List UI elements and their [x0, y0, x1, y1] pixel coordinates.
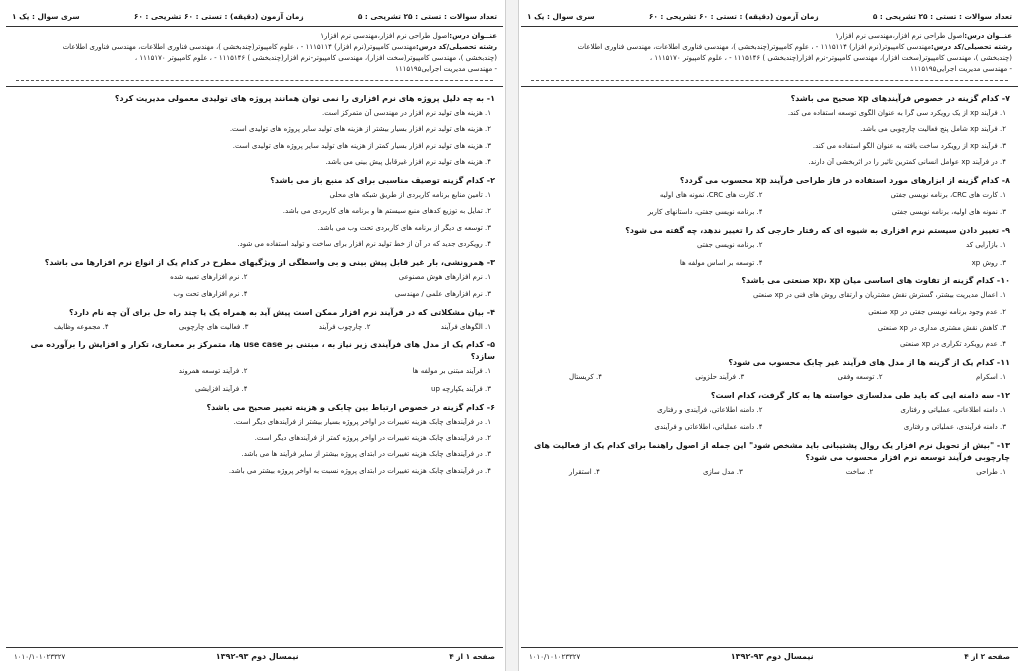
course-title-label: عنــوان درس:	[449, 32, 497, 40]
question-text: ۱۳- "بیش از تحویل نرم افزار یک روال پشتیبانی باید مشخص شود" این جمله از اصول راهنما برای کدام یک از فعالیت های چارچوبی فرآیند توسعه نرم افزار محسوب می شود؟	[534, 440, 1010, 462]
option: ۱. طراحی	[976, 467, 1006, 476]
option: ۱. الگوهای فرآیند	[440, 322, 491, 331]
question-2	[14, 175, 495, 250]
page-footer	[521, 647, 1018, 661]
option: ۴. برنامه نویسی جفتی، داستانهای کاربر	[647, 208, 763, 217]
question-text: ۱- به چه دلیل پروژه های نرم افزاری را نمی توان همانند پروژه های تولیدی معمولی مدیریت کرد؟	[114, 94, 495, 103]
course-field-line-3: - مهندسی مدیریت اجرایی۱۱۱۵۱۹۵	[395, 65, 497, 73]
option: ۴. استقرار	[569, 467, 600, 476]
page-header	[521, 6, 1018, 27]
dashed-divider	[531, 80, 1008, 81]
option: ۴. در فرآیند xp عوامل انسانی کمترین تاثیر را در اثربخشی آن دارند.	[808, 158, 1006, 167]
question-11	[529, 357, 1010, 383]
options-row	[529, 373, 1010, 383]
question-text: ۴- بیان مشکلاتی که در فرآیند نرم افزار ممکن است پیش آید به همراه یک یا چند راه حل برای آن چه نام دارد؟	[68, 307, 495, 317]
course-title-label: عنــوان درس:	[964, 32, 1012, 40]
option: ۴. هزینه های تولید نرم افزار غیرقابل پیش بینی می باشد.	[325, 158, 491, 167]
option: ۳. دامنه فرآیندی، عملیاتی و رفتاری	[903, 423, 1006, 432]
option: ۳. فرآیند یکپارچه up	[431, 384, 491, 393]
course-field-line-2: (چندبخشی )، مهندسی کامپیوتر(سخت افزار)، مهندسی کامپیوتر-نرم افزار(چندبخشی ) ۱۱۱۵۱۴۶ - ، علوم کامپیوتر ۱۱۱۵۱۷۰ ،	[134, 54, 497, 62]
option: ۳. نمونه های اولیه، برنامه نویسی جفتی	[891, 208, 1006, 217]
options-list	[529, 291, 1010, 350]
question-text: ۵- کدام یک از مدل های فرآیندی زیر نیاز به ، مبتنی بر use case ها، متمرکز بر معماری، تکرار و افزایش را برآورده می سازد؟	[30, 340, 495, 362]
option: ۴. عدم رویکرد تکراری در xp صنعتی	[899, 340, 1006, 349]
semester-label: نیمسال دوم ۹۳-۱۳۹۲	[215, 652, 299, 661]
course-title: اصول طراحی نرم افزار،مهندسی نرم افزار۱	[835, 32, 965, 40]
option: ۳. روش xp	[971, 258, 1006, 267]
questions-list	[521, 87, 1018, 477]
question-text: ۸- کدام گزینه از ابزارهای مورد استفاده در فاز طراحی فرآیند xp محسوب می گردد؟	[679, 175, 1010, 185]
option: ۲. فرآیند xp شامل پنج فعالیت چارچوبی می باشد.	[860, 125, 1006, 134]
option: ۴. نرم افزارهای تحت وب	[173, 290, 248, 299]
question-text: ۲- کدام گزینه توصیف مناسبی برای کد منبع باز می باشد؟	[270, 175, 495, 185]
question-7	[529, 93, 1010, 168]
option: ۲. در فرآیندهای چابک هزینه تغییرات در اواخر پروژه کمتر از فرآیندهای دیگر است.	[254, 433, 491, 442]
course-title-line	[527, 31, 1012, 42]
question-5	[14, 339, 495, 394]
options-grid	[14, 273, 495, 300]
questions-list	[6, 87, 503, 476]
option: ۴. در فرآیندهای چابک هزینه تغییرات در ابتدای پروژه نسبت به اواخر پروژه بیشتر می باشد.	[228, 466, 491, 475]
option: ۴. فرآیند افزایشی	[195, 384, 248, 393]
options-list	[14, 191, 495, 250]
option: ۱. اعمال مدیریت بیشتر، گسترش نقش مشتریان و ارتقای روش های فنی در xp صنعتی	[752, 291, 1006, 300]
option: ۱. نرم افزارهای هوش مصنوعی	[398, 272, 491, 281]
question-series: سری سوال : یک ۱	[527, 12, 595, 21]
options-grid	[14, 367, 495, 394]
option: ۳. نرم افزارهای علمی / مهندسی	[394, 290, 491, 299]
options-list	[529, 109, 1010, 168]
question-text: ۱۲- سه دامنه ایی که باید طی مدلسازی خواسته ها به کار گرفت، کدام است؟	[710, 390, 1010, 400]
options-list	[14, 109, 495, 168]
exam-code: ۱۰۱۰/۱۰۱۰۲۳۳۲۷	[14, 652, 66, 661]
course-info	[521, 27, 1018, 87]
page-footer	[6, 647, 503, 661]
course-field-line-3: - مهندسی مدیریت اجرایی۱۱۱۵۱۹۵	[910, 65, 1012, 73]
question-3	[14, 257, 495, 300]
dashed-divider	[16, 80, 493, 81]
option: ۲. توسعه وفقی	[837, 372, 883, 381]
option: ۱. تامین منابع برنامه کاربردی از طریق شبکه های محلی	[329, 190, 491, 199]
question-text: ۱۰- کدام گزینه از تفاوت های اساسی میان xp، xp صنعتی می باشد؟	[741, 276, 1010, 286]
option: ۳. در فرآیندهای چابک هزینه تغییرات در ابتدای پروژه بیشتر از سایر فرآیند ها می باشد.	[241, 450, 491, 459]
option: ۱. فرآیند مبتنی بر مولفه ها	[412, 367, 491, 376]
question-8	[529, 175, 1010, 218]
option: ۳. فرآیند xp از رویکرد ساخت یافته به عنوان الگو استفاده می کند.	[812, 141, 1006, 150]
option: ۳. کاهش نقش مشتری مداری در xp صنعتی	[877, 323, 1006, 332]
options-list	[14, 418, 495, 477]
question-4	[14, 307, 495, 333]
option: ۲. هزینه های تولید نرم افزار بسیار بیشتر از هزینه های تولید سایر پروژه های تولیدی است.	[229, 125, 491, 134]
option: ۲. چارچوب فرآیند	[318, 322, 371, 331]
option: ۲. دامنه اطلاعاتی، فرآیندی و رفتاری	[657, 405, 763, 414]
option: ۴. مجموعه وظایف	[54, 322, 109, 331]
question-1	[14, 93, 495, 168]
course-field-label: رشته تحصیلی/کد درس:	[930, 43, 1012, 51]
options-row	[14, 323, 495, 333]
question-6	[14, 402, 495, 477]
option: ۳. هزینه های تولید نرم افزار بسیار کمتر از هزینه های تولید سایر پروژه های تولیدی است.	[232, 141, 491, 150]
option: ۴. رویکردی جدید که در آن از خط تولید نرم افزار برای ساخت و تولید استفاده می شود.	[237, 239, 491, 248]
option: ۲. عدم وجود برنامه نویسی جفتی در xp صنعتی	[868, 307, 1006, 316]
course-field-text-1: مهندسی کامپیوتر(نرم افزار) ۱۱۱۵۱۱۴ - ، علوم کامپیوتر(چندبخشی )، مهندسی فناوری اطلاعات، مهندسی فناوری اطلاعات	[62, 43, 416, 51]
course-field-text-1: مهندسی کامپیوتر(نرم افزار) ۱۱۱۵۱۱۴ - ، علوم کامپیوتر(چندبخشی )، مهندسی فناوری اطلاعات، مهندسی فناوری اطلاعات	[577, 43, 931, 51]
page-number: صفحه ۱ از ۴	[449, 652, 495, 661]
question-12	[529, 390, 1010, 433]
exam-code: ۱۰۱۰/۱۰۱۰۲۳۳۲۷	[529, 652, 581, 661]
option: ۳. فعالیت های چارچوبی	[178, 322, 249, 331]
option: ۴. دامنه عملیاتی، اطلاعاتی و فرآیندی	[654, 423, 763, 432]
question-10	[529, 275, 1010, 350]
option: ۲. نرم افزارهای تعبیه شده	[170, 272, 248, 281]
course-info	[6, 27, 503, 87]
option: ۳. توسعه ی دیگر از برنامه های کاربردی تحت وب می باشد.	[317, 223, 491, 232]
option: ۲. تمایل به توزیع کدهای منبع سیستم ها و برنامه های کاربردی می باشد.	[282, 207, 491, 216]
question-9	[529, 225, 1010, 268]
exam-time: زمان آزمون (دقیقه) : تستی : ۶۰ تشریحی : ۶۰	[648, 12, 819, 21]
options-grid	[529, 241, 1010, 268]
option: ۲. فرآیند توسعه همروند	[178, 367, 248, 376]
question-text: ۳- همرونشی، بار غیر قابل پیش بینی و بی واسطگی از ویژگیهای مطرح در کدام یک از انواع نرم افزارها می باشد؟	[44, 257, 495, 267]
option: ۲. ساخت	[845, 467, 874, 476]
option: ۲. کارت های CRC، نمونه های اولیه	[659, 190, 763, 199]
option: ۱. بازآرایی کد	[966, 240, 1006, 249]
course-field-line	[527, 42, 1012, 53]
course-title: اصول طراحی نرم افزار،مهندسی نرم افزار۱	[320, 32, 450, 40]
page-gutter	[505, 0, 519, 671]
question-text: ۷- کدام گزینه در خصوص فرآیندهای xp صحیح می باشد؟	[790, 94, 1010, 103]
page-header	[6, 6, 503, 27]
option: ۱. هزینه های تولید نرم افزار در مهندسی آن متمرکز است.	[322, 109, 491, 117]
question-count: تعداد سوالات : تستی : ۲۵ تشریحی : ۵	[872, 12, 1012, 21]
question-13	[529, 440, 1010, 478]
question-text: ۱۱- کدام یک از گزینه ها از مدل های فرآیند غیر چابک محسوب می شود؟	[728, 357, 1010, 367]
option: ۳. فرآیند حلزونی	[695, 372, 745, 381]
options-grid	[529, 406, 1010, 433]
semester-label: نیمسال دوم ۹۳-۱۳۹۲	[730, 652, 814, 661]
course-field-label: رشته تحصیلی/کد درس:	[415, 43, 497, 51]
option: ۱. فرآیند xp از یک رویکرد سی گرا به عنوان الگوی توسعه استفاده می کند.	[787, 109, 1006, 117]
question-count: تعداد سوالات : تستی : ۲۵ تشریحی : ۵	[357, 12, 497, 21]
options-grid	[529, 191, 1010, 218]
option: ۳. مدل سازی	[702, 467, 743, 476]
course-title-line	[12, 31, 497, 42]
option: ۱. کارت های CRC، برنامه نویسی جفتی	[890, 190, 1006, 199]
exam-page-2	[521, 6, 1018, 665]
option: ۲. برنامه نویسی جفتی	[697, 240, 763, 249]
options-row	[529, 468, 1010, 478]
question-text: ۶- کدام گزینه در خصوص ارتباط بین چابکی و هزینه تغییر صحیح می باشد؟	[206, 402, 495, 412]
exam-time: زمان آزمون (دقیقه) : تستی : ۶۰ تشریحی : ۶۰	[133, 12, 304, 21]
course-field-line	[12, 42, 497, 53]
option: ۱. در فرآیندهای چابک هزینه تغییرات در اواخر پروژه بسیار بیشتر از فرآیندهای دیگر است.	[233, 417, 491, 426]
option: ۱. اسکرام	[975, 372, 1006, 381]
page-number: صفحه ۲ از ۴	[964, 652, 1010, 661]
exam-page-1	[6, 6, 503, 665]
option: ۱. دامنه اطلاعاتی، عملیاتی و رفتاری	[900, 405, 1006, 414]
question-series: سری سوال : یک ۱	[12, 12, 80, 21]
option: ۴. کریستال	[569, 372, 602, 381]
option: ۴. توسعه بر اساس مولفه ها	[679, 258, 763, 267]
course-field-line-2: (چندبخشی )، مهندسی کامپیوتر(سخت افزار)، مهندسی کامپیوتر-نرم افزار(چندبخشی ) ۱۱۱۵۱۴۶ - ، علوم کامپیوتر ۱۱۱۵۱۷۰ ،	[649, 54, 1012, 62]
question-text: ۹- تغییر دادن سیستم نرم افزاری به شیوه ای که رفتار خارجی کد را تغییر ندهد، چه گفته می شود؟	[625, 225, 1010, 235]
